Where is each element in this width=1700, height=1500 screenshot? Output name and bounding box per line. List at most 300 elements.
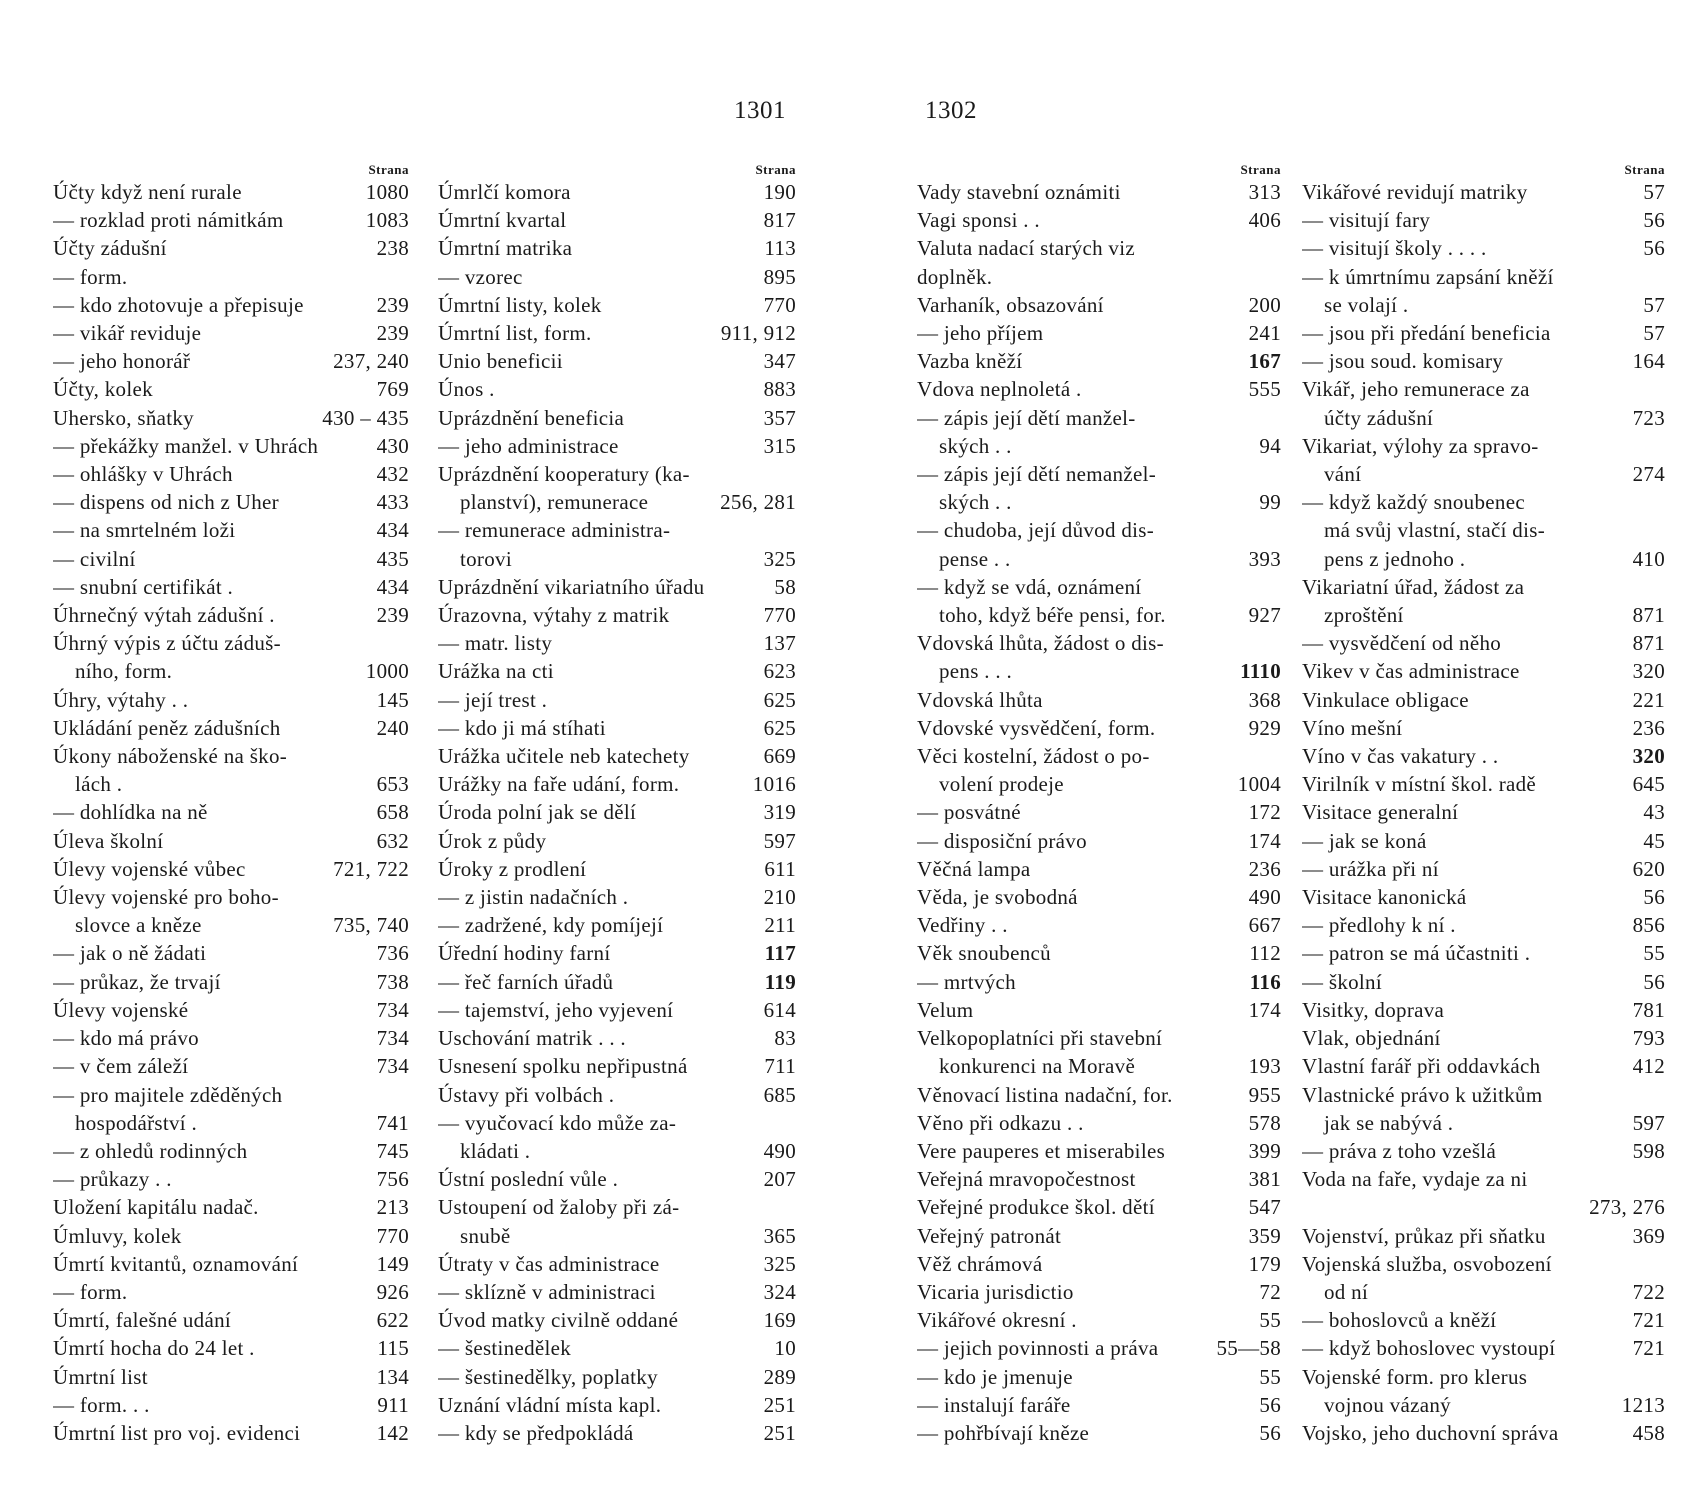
index-entry: [53, 1193, 409, 1221]
entry-term: Vlastnické právo k užitkům: [1302, 1082, 1543, 1107]
index-entry: [917, 911, 1281, 939]
entry-term: Úmrtní listy, kolek: [438, 292, 602, 317]
entry-page-ref: 769: [376, 377, 409, 402]
entry-page-ref: 134: [376, 1364, 409, 1389]
entry-page-ref: 365: [763, 1223, 796, 1248]
entry-term: — překážky manžel. v Uhrách: [53, 433, 319, 458]
entry-term: Vikář, jeho remunerace za: [1302, 377, 1530, 402]
index-entry: [53, 1278, 409, 1306]
entry-page-ref: 43: [1643, 800, 1665, 825]
entry-page-ref: 955: [1248, 1082, 1281, 1107]
entry-page-ref: 911, 912: [720, 321, 796, 346]
entry-term: Veřejná mravopočestnost: [917, 1167, 1136, 1192]
entry-page-ref: 432: [376, 462, 409, 487]
entry-page-ref: 117: [764, 941, 796, 966]
index-entry: [438, 234, 796, 262]
index-entry: [438, 1391, 796, 1419]
index-entry: [1302, 996, 1665, 1024]
entry-term: Vere pauperes et miserabiles: [917, 1138, 1166, 1163]
entry-page-ref: 883: [763, 377, 796, 402]
entry-page-ref: 193: [1248, 1054, 1281, 1079]
index-entry: [917, 883, 1281, 911]
index-entry: [917, 939, 1281, 967]
index-entry: [53, 911, 409, 939]
index-entry: [53, 545, 409, 573]
index-entry: [1302, 629, 1665, 657]
entry-page-ref: 320: [1632, 659, 1665, 684]
index-entry: [438, 488, 796, 516]
entry-term: Uprázdnění vikariatního úřadu: [438, 574, 705, 599]
entry-page-ref: 1110: [1240, 659, 1281, 684]
index-entry: [438, 1306, 796, 1334]
entry-page-ref: 238: [376, 236, 409, 261]
entry-term: — jeho příjem: [917, 321, 1044, 346]
index-entry: [917, 206, 1281, 234]
entry-page-ref: 55: [1259, 1364, 1281, 1389]
index-entry: [917, 375, 1281, 403]
index-entry: [917, 657, 1281, 685]
entry-term: — remunerace administra-: [438, 518, 671, 543]
entry-page-ref: 490: [763, 1138, 796, 1163]
index-entry: [1302, 319, 1665, 347]
index-entry: [1302, 1137, 1665, 1165]
index-entry: [438, 545, 796, 573]
index-entry: [1302, 939, 1665, 967]
index-entry: [53, 714, 409, 742]
entry-term: zproštění: [1324, 603, 1404, 628]
entry-page-ref: 721: [1632, 1308, 1665, 1333]
entry-term: Urážky na faře udání, form.: [438, 772, 680, 797]
entry-term: Úkony náboženské na ško-: [53, 744, 288, 769]
entry-term: — jeho administrace: [438, 433, 619, 458]
index-entry: [438, 1334, 796, 1362]
entry-page-ref: 578: [1248, 1110, 1281, 1135]
index-entry: [1302, 1165, 1665, 1193]
entry-page-ref: 213: [376, 1195, 409, 1220]
entry-term: Urážka učitele neb katechety: [438, 744, 690, 769]
entry-term: — šestinedělek: [438, 1336, 572, 1361]
entry-term: Vikev v čas administrace: [1302, 659, 1520, 684]
entry-term: — urážka při ní: [1302, 856, 1439, 881]
entry-page-ref: 1080: [365, 180, 409, 204]
entry-page-ref: 240: [376, 715, 409, 740]
entry-page-ref: 770: [376, 1223, 409, 1248]
entry-page-ref: 239: [376, 292, 409, 317]
index-entry: [1302, 432, 1665, 460]
entry-term: Uložení kapitálu nadač.: [53, 1195, 259, 1220]
index-entry: [1302, 291, 1665, 319]
entry-term: — dohlídka na ně: [53, 800, 208, 825]
index-entry: [1302, 573, 1665, 601]
index-entry: [438, 178, 796, 206]
entry-term: — řeč farních úřadů: [438, 969, 614, 994]
index-entry: [917, 1109, 1281, 1137]
entry-page-ref: 430 – 435: [322, 405, 409, 430]
entry-page-ref: 770: [763, 603, 796, 628]
entry-term: Účty zádušní: [53, 236, 167, 261]
entry-term: — patron se má účastniti .: [1302, 941, 1531, 966]
index-column-1: [53, 162, 409, 1447]
index-column-2: [438, 162, 796, 1447]
entry-term: Vdovské vysvědčení, form.: [917, 715, 1156, 740]
index-entry: [53, 1081, 409, 1109]
entry-page-ref: 221: [1632, 687, 1665, 712]
entry-term: Urážka na cti: [438, 659, 554, 684]
index-entry: [438, 263, 796, 291]
entry-page-ref: 614: [763, 997, 796, 1022]
entry-term: Úrok z půdy: [438, 828, 547, 853]
entry-term: Veřejné produkce škol. dětí: [917, 1195, 1155, 1220]
entry-page-ref: 598: [1632, 1138, 1665, 1163]
entry-page-ref: 56: [1643, 969, 1665, 994]
entry-page-ref: 236: [1632, 715, 1665, 740]
index-entry: [917, 1278, 1281, 1306]
entry-term: Vicaria jurisdictio: [917, 1279, 1074, 1304]
entry-term: — form.: [53, 1279, 128, 1304]
entry-page-ref: 239: [376, 321, 409, 346]
index-entry: [917, 178, 1281, 206]
index-entry: [917, 1391, 1281, 1419]
entry-page-ref: 200: [1248, 292, 1281, 317]
index-entry: [917, 404, 1281, 432]
entry-page-ref: 236: [1248, 856, 1281, 881]
entry-term: Účty, kolek: [53, 377, 153, 402]
entry-term: Veřejný patronát: [917, 1223, 1062, 1248]
entry-page-ref: 237, 240: [333, 349, 409, 374]
entry-term: — když každý snoubenec: [1302, 490, 1525, 515]
entry-term: torovi: [460, 546, 512, 571]
entry-term: Uprázdnění beneficia: [438, 405, 625, 430]
entry-page-ref: 207: [763, 1167, 796, 1192]
entry-page-ref: 137: [763, 631, 796, 656]
index-entry: [438, 1137, 796, 1165]
entry-page-ref: 620: [1632, 856, 1665, 881]
entry-page-ref: 313: [1248, 180, 1281, 204]
index-entry: [53, 1222, 409, 1250]
entry-page-ref: 597: [763, 828, 796, 853]
entry-term: pens . . .: [939, 659, 1012, 684]
index-entry: [438, 714, 796, 742]
entry-page-ref: 711: [764, 1054, 796, 1079]
index-entry: [1302, 1363, 1665, 1391]
entry-term: Věnovací listina nadační, for.: [917, 1082, 1173, 1107]
index-entry: [53, 1109, 409, 1137]
index-entry: [1302, 1334, 1665, 1362]
entry-page-ref: 357: [763, 405, 796, 430]
entry-page-ref: 756: [376, 1167, 409, 1192]
entry-term: ských . .: [939, 490, 1012, 515]
entry-term: Věž chrámová: [917, 1251, 1043, 1276]
index-entry: [438, 1024, 796, 1052]
index-entry: [917, 573, 1281, 601]
index-entry: [438, 798, 796, 826]
entry-page-ref: 734: [376, 1054, 409, 1079]
entry-term: kládati .: [460, 1138, 531, 1163]
entry-term: od ní: [1324, 1279, 1369, 1304]
entry-page-ref: 895: [763, 264, 796, 289]
entry-term: lách .: [75, 772, 123, 797]
index-entry: [438, 1250, 796, 1278]
index-entry: [438, 516, 796, 544]
entry-term: Uhersko, sňatky: [53, 405, 194, 430]
index-entry: [438, 827, 796, 855]
entry-page-ref: 406: [1248, 208, 1281, 233]
index-entry: [438, 1109, 796, 1137]
entry-term: Úřední hodiny farní: [438, 941, 611, 966]
entry-term: Úmrtí kvitantů, oznamování: [53, 1251, 299, 1276]
entry-page-ref: 319: [763, 800, 796, 825]
entry-page-ref: 770: [763, 292, 796, 317]
entry-page-ref: 745: [376, 1138, 409, 1163]
entry-term: — vikář reviduje: [53, 321, 202, 346]
entry-page-ref: 929: [1248, 715, 1281, 740]
entry-term: — instalují faráře: [917, 1392, 1071, 1417]
index-entry: [1302, 263, 1665, 291]
entry-page-ref: 734: [376, 997, 409, 1022]
entry-term: — rozklad proti námitkám: [53, 208, 284, 233]
index-entry: [53, 883, 409, 911]
entry-page-ref: 256, 281: [720, 490, 796, 515]
entry-page-ref: 736: [376, 941, 409, 966]
entry-term: účty zádušní: [1324, 405, 1434, 430]
entry-term: Věno při odkazu . .: [917, 1110, 1084, 1135]
entry-term: Velum: [917, 997, 974, 1022]
index-entry: [1302, 206, 1665, 234]
index-entry: [917, 1165, 1281, 1193]
entry-term: Visitace generalní: [1302, 800, 1459, 825]
index-entry: [917, 1024, 1281, 1052]
entry-page-ref: 412: [1632, 1054, 1665, 1079]
entry-term: — vyučovací kdo může za-: [438, 1110, 677, 1135]
index-entry: [917, 770, 1281, 798]
index-entry: [1302, 1109, 1665, 1137]
entry-term: — mrtvých: [917, 969, 1016, 994]
column-header-strana: Strana: [755, 162, 796, 177]
entry-term: Úrazovna, výtahy z matrik: [438, 603, 670, 628]
entry-page-ref: 57: [1643, 321, 1665, 346]
index-entry: [917, 1363, 1281, 1391]
entry-term: — kdo má právo: [53, 1026, 199, 1051]
entry-term: Usnesení spolku nepřipustná: [438, 1054, 688, 1079]
entry-term: Vojsko, jeho duchovní správa: [1302, 1420, 1559, 1445]
index-entry: [53, 629, 409, 657]
index-entry: [917, 968, 1281, 996]
entry-term: — průkazy . .: [53, 1167, 172, 1192]
index-entry: [1302, 770, 1665, 798]
entry-term: — kdy se předpokládá: [438, 1420, 634, 1445]
entry-term: Vikariatní úřad, žádost za: [1302, 574, 1525, 599]
entry-term: — pohřbívají kněze: [917, 1420, 1090, 1445]
entry-page-ref: 149: [376, 1251, 409, 1276]
index-entry: [438, 657, 796, 685]
entry-term: Vojenské form. pro klerus: [1302, 1364, 1528, 1389]
entry-term: Věčná lampa: [917, 856, 1031, 881]
entry-page-ref: 325: [763, 1251, 796, 1276]
entry-page-ref: 112: [1249, 941, 1281, 966]
entry-term: — její trest .: [438, 687, 548, 712]
entry-page-ref: 368: [1248, 687, 1281, 712]
index-entry: [438, 601, 796, 629]
entry-page-ref: 190: [763, 180, 796, 204]
index-entry: [53, 1137, 409, 1165]
entry-page-ref: 927: [1248, 603, 1281, 628]
index-entry: [53, 291, 409, 319]
entry-page-ref: 430: [376, 433, 409, 458]
entry-term: Voda na faře, vydaje za ni: [1302, 1167, 1528, 1192]
index-entry: [438, 1419, 796, 1447]
index-entry: [917, 855, 1281, 883]
entry-page-ref: 625: [763, 687, 796, 712]
column-header-strana: Strana: [368, 162, 409, 177]
entry-term: — kdo je jmenuje: [917, 1364, 1073, 1389]
index-entry: [1302, 686, 1665, 714]
entry-term: — jeho honorář: [53, 349, 191, 374]
index-entry: [917, 1193, 1281, 1221]
entry-term: se volají .: [1324, 292, 1409, 317]
entry-page-ref: 55—58: [1216, 1336, 1281, 1361]
index-entry: [917, 827, 1281, 855]
index-entry: [917, 516, 1281, 544]
entry-term: Úlevy vojenské vůbec: [53, 856, 246, 881]
entry-term: Visitky, doprava: [1302, 997, 1445, 1022]
entry-page-ref: 434: [376, 574, 409, 599]
entry-page-ref: 723: [1632, 405, 1665, 430]
entry-term: — z ohledů rodinných: [53, 1138, 248, 1163]
entry-term: vání: [1324, 462, 1362, 487]
entry-page-ref: 926: [376, 1279, 409, 1304]
entry-term: — matr. listy: [438, 631, 553, 656]
entry-term: Ústní poslední vůle .: [438, 1167, 619, 1192]
index-entry: [1302, 883, 1665, 911]
index-entry: [1302, 1250, 1665, 1278]
index-entry: [917, 1334, 1281, 1362]
entry-page-ref: 1083: [365, 208, 409, 233]
entry-term: Věk snoubenců: [917, 941, 1051, 966]
entry-page-ref: 174: [1248, 828, 1281, 853]
column-header-strana: Strana: [1240, 162, 1281, 177]
entry-term: Úmrtní kvartal: [438, 208, 567, 233]
index-entry: [1302, 1081, 1665, 1109]
entry-term: Útraty v čas administrace: [438, 1251, 660, 1276]
entry-term: Úmluvy, kolek: [53, 1223, 182, 1248]
entry-page-ref: 399: [1248, 1138, 1281, 1163]
entry-page-ref: 320: [1632, 744, 1665, 769]
entry-page-ref: 45: [1643, 828, 1665, 853]
index-entry: [917, 1306, 1281, 1334]
entry-term: — kdo ji má stíhati: [438, 715, 606, 740]
index-entry: [1302, 1024, 1665, 1052]
entry-term: — form.: [53, 264, 128, 289]
entry-term: — zápis její dětí nemanžel-: [917, 462, 1157, 487]
entry-term: Úmrtní list, form.: [438, 321, 592, 346]
entry-term: Úmrlčí komora: [438, 180, 571, 204]
entry-page-ref: 241: [1248, 321, 1281, 346]
entry-term: Úlevy vojenské: [53, 997, 189, 1022]
index-entry: [53, 263, 409, 291]
index-entry: [53, 686, 409, 714]
index-entry: [917, 601, 1281, 629]
entry-term: — předlohy k ní .: [1302, 913, 1456, 938]
index-entry: [438, 1165, 796, 1193]
entry-term: — jsou při předání beneficia: [1302, 321, 1551, 346]
index-entry: [53, 939, 409, 967]
entry-term: — zadržené, kdy pomíjejí: [438, 913, 664, 938]
entry-page-ref: 734: [376, 1026, 409, 1051]
entry-term: — zápis její dětí manžel-: [917, 405, 1136, 430]
entry-term: — jsou soud. komisary: [1302, 349, 1504, 374]
index-entry: [917, 1081, 1281, 1109]
index-entry: [438, 629, 796, 657]
entry-term: — průkaz, že trvají: [53, 969, 221, 994]
entry-page-ref: 410: [1632, 546, 1665, 571]
index-entry: [438, 404, 796, 432]
entry-term: Vinkulace obligace: [1302, 687, 1469, 712]
entry-term: Vazba kněží: [917, 349, 1023, 374]
entry-page-ref: 667: [1248, 913, 1281, 938]
index-entry: [53, 347, 409, 375]
entry-page-ref: 1016: [752, 772, 796, 797]
index-entry: [53, 206, 409, 234]
entry-page-ref: 547: [1248, 1195, 1281, 1220]
entry-term: Vikářové revidují matriky: [1302, 180, 1528, 204]
entry-page-ref: 56: [1259, 1392, 1281, 1417]
entry-page-ref: 57: [1643, 292, 1665, 317]
entry-term: ního, form.: [75, 659, 173, 684]
index-entry: [1302, 827, 1665, 855]
index-entry: [1302, 855, 1665, 883]
index-entry: [917, 1419, 1281, 1447]
index-entry: [53, 1391, 409, 1419]
entry-page-ref: 793: [1632, 1026, 1665, 1051]
entry-term: — snubní certifikát .: [53, 574, 234, 599]
entry-page-ref: 239: [376, 603, 409, 628]
entry-page-ref: 116: [1249, 969, 1281, 994]
entry-term: vojnou vázaný: [1324, 1392, 1451, 1417]
entry-page-ref: 611: [764, 856, 796, 881]
entry-page-ref: 434: [376, 518, 409, 543]
entry-page-ref: 393: [1248, 546, 1281, 571]
entry-term: Vdovská lhůta, žádost o dis-: [917, 631, 1164, 656]
entry-term: Úhrný výpis z účtu záduš-: [53, 631, 281, 656]
entry-term: Ukládání peněz zádušních: [53, 715, 281, 740]
entry-page-ref: 658: [376, 800, 409, 825]
index-entry: [53, 1024, 409, 1052]
entry-term: — ohlášky v Uhrách: [53, 462, 233, 487]
entry-term: — disposiční právo: [917, 828, 1087, 853]
entry-term: — dispens od nich z Uher: [53, 490, 279, 515]
page-number-right: 1302: [925, 97, 977, 124]
entry-term: jak se nabývá .: [1324, 1110, 1454, 1135]
index-entry: [917, 263, 1281, 291]
entry-page-ref: 369: [1632, 1223, 1665, 1248]
index-entry: [917, 629, 1281, 657]
entry-term: Visitace kanonická: [1302, 885, 1467, 910]
entry-page-ref: 359: [1248, 1223, 1281, 1248]
index-entry: [438, 1193, 796, 1221]
index-entry: [53, 1419, 409, 1447]
entry-term: Uschování matrik . . .: [438, 1026, 626, 1051]
index-entry: [53, 742, 409, 770]
entry-term: Úmrtní matrika: [438, 236, 573, 261]
index-entry: [438, 883, 796, 911]
entry-term: ských . .: [939, 433, 1012, 458]
entry-page-ref: 735, 740: [333, 913, 409, 938]
entry-page-ref: 781: [1632, 997, 1665, 1022]
entry-page-ref: 56: [1643, 885, 1665, 910]
index-entry: [1302, 404, 1665, 432]
entry-term: — v čem záleží: [53, 1054, 189, 1079]
entry-page-ref: 167: [1248, 349, 1281, 374]
